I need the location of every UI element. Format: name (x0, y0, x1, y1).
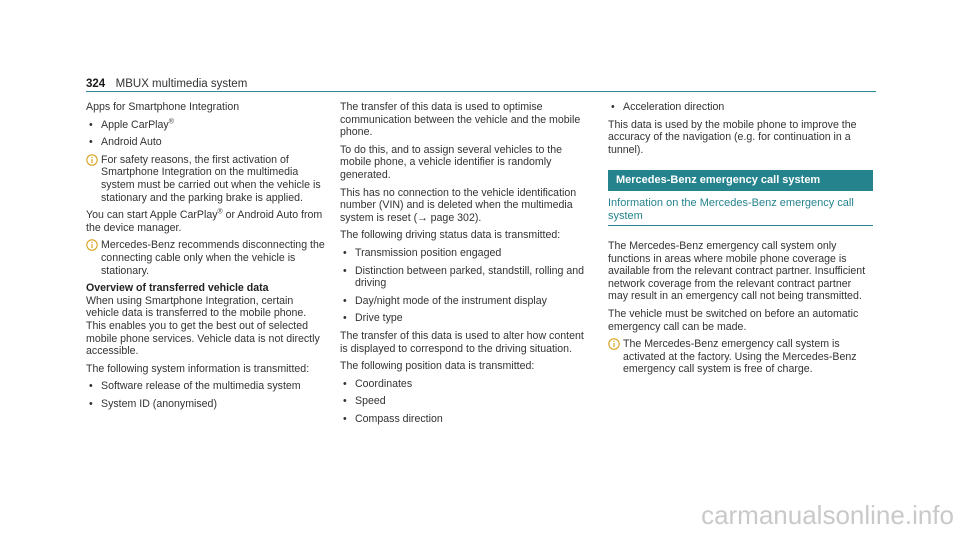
header-title: MBUX multimedia system (115, 78, 248, 90)
section-title: Mercedes-Benz emergency call system (608, 170, 873, 191)
column-1 (86, 101, 326, 415)
bullet-text: Distinction between parked, standstill, rolling and driving (355, 264, 585, 290)
column-3 (608, 101, 873, 381)
bullet-icon: • (611, 101, 615, 113)
note-text: Mercedes-Benz recommends disconnecting the connecting cable only when the vehicle is stationary. (101, 239, 325, 277)
paragraph: This has no connection to the vehicle identification number (VIN) and is deleted when the multimedia system is reset (→ page 302). (340, 186, 577, 224)
page-header (86, 74, 876, 92)
bullet-text: Compass direction (355, 412, 443, 425)
section-subtitle: Information on the Mercedes-Benz emergency call system (608, 197, 873, 226)
bullet-text: Android Auto (101, 136, 162, 149)
bullet-icon: • (89, 136, 93, 149)
list-item (340, 295, 590, 308)
text: or Android Auto from the device manager. (86, 209, 323, 234)
list-item (340, 378, 590, 391)
bullet-icon: • (343, 246, 347, 259)
paragraph: The following driving status data is transmitted: (340, 229, 561, 242)
paragraph: The vehicle must be switched on before an automatic emergency call can be made. (608, 307, 859, 333)
page-number: 324 (86, 78, 106, 90)
list-item (340, 395, 590, 408)
bullet-icon: • (343, 412, 347, 425)
list-item (608, 101, 873, 114)
watermark: carmanualsonline.info (701, 500, 954, 530)
text: You can start Apple CarPlay (86, 209, 218, 222)
info-icon (86, 154, 98, 166)
paragraph: The transfer of this data is used to alter how content is displayed to correspond to the driving situation. (340, 329, 584, 355)
list-item (86, 380, 326, 393)
list-item (340, 265, 590, 290)
bullet-text: Drive type (355, 312, 403, 325)
bullet-text: Coordinates (355, 377, 413, 390)
list-item (86, 136, 326, 149)
registered-mark: ® (217, 208, 223, 216)
bullet-text: Apple CarPlay (101, 118, 169, 131)
list-item (86, 398, 326, 411)
info-icon (86, 239, 98, 251)
apps-heading: Apps for Smartphone Integration (86, 101, 240, 113)
bullet-icon: • (343, 395, 347, 408)
bullet-icon: • (343, 377, 347, 390)
note (86, 239, 326, 277)
paragraph: When using Smartphone Integration, certain vehicle data is transferred to the mobile phone. This enables you to get the best out of selected mobile phone services. Vehicle data is not directly accessible. (86, 294, 320, 358)
list-item (340, 247, 590, 260)
bullet-text: Day/night mode of the instrument display (355, 294, 547, 307)
registered-mark: ® (168, 118, 174, 126)
bullet-text: System ID (anonymised) (101, 397, 217, 410)
subheading: Overview of transferred vehicle data (86, 282, 269, 295)
bullet-text: Software release of the multimedia system (101, 380, 301, 393)
column-2 (340, 101, 590, 430)
note (608, 338, 873, 376)
list-item (340, 312, 590, 325)
paragraph: The transfer of this data is used to optimise communication between the vehicle and the mobile phone. (340, 101, 581, 139)
note-text: The Mercedes-Benz emergency call system is activated at the factory. Using the Mercedes-Benz emergency call system is free of charge. (623, 338, 857, 376)
note (86, 154, 326, 204)
info-icon (608, 338, 620, 350)
bullet-icon: • (343, 294, 347, 307)
bullet-icon: • (89, 380, 93, 393)
paragraph: This data is used by the mobile phone to improve the accuracy of the navigation (e.g. for continuation in a tunnel). (608, 118, 857, 156)
bullet-text: Transmission position engaged (355, 246, 502, 259)
paragraph: The following position data is transmitted: (340, 360, 535, 373)
paragraph: The following system information is transmitted: (86, 362, 310, 375)
bullet-icon: • (89, 397, 93, 410)
paragraph (86, 209, 326, 234)
bullet-text: Acceleration direction (623, 101, 725, 113)
bullet-icon: • (343, 264, 347, 277)
list-item (86, 119, 326, 132)
bullet-text: Speed (355, 395, 386, 408)
paragraph: The Mercedes-Benz emergency call system only functions in areas where mobile phone coverage is available from the relevant contract partner. Insufficient network coverage from the relevant contract partner may result in an emergency call not being transmitted. (608, 239, 866, 303)
bullet-icon: • (89, 118, 93, 131)
bullet-icon: • (343, 312, 347, 325)
note-text: For safety reasons, the first activation of Smartphone Integration on the multimedia system must be carried out when the vehicle is stationary and the parking brake is applied. (101, 153, 321, 204)
paragraph: To do this, and to assign several vehicles to the mobile phone, a vehicle identifier is randomly generated. (340, 143, 563, 181)
list-item (340, 413, 590, 426)
